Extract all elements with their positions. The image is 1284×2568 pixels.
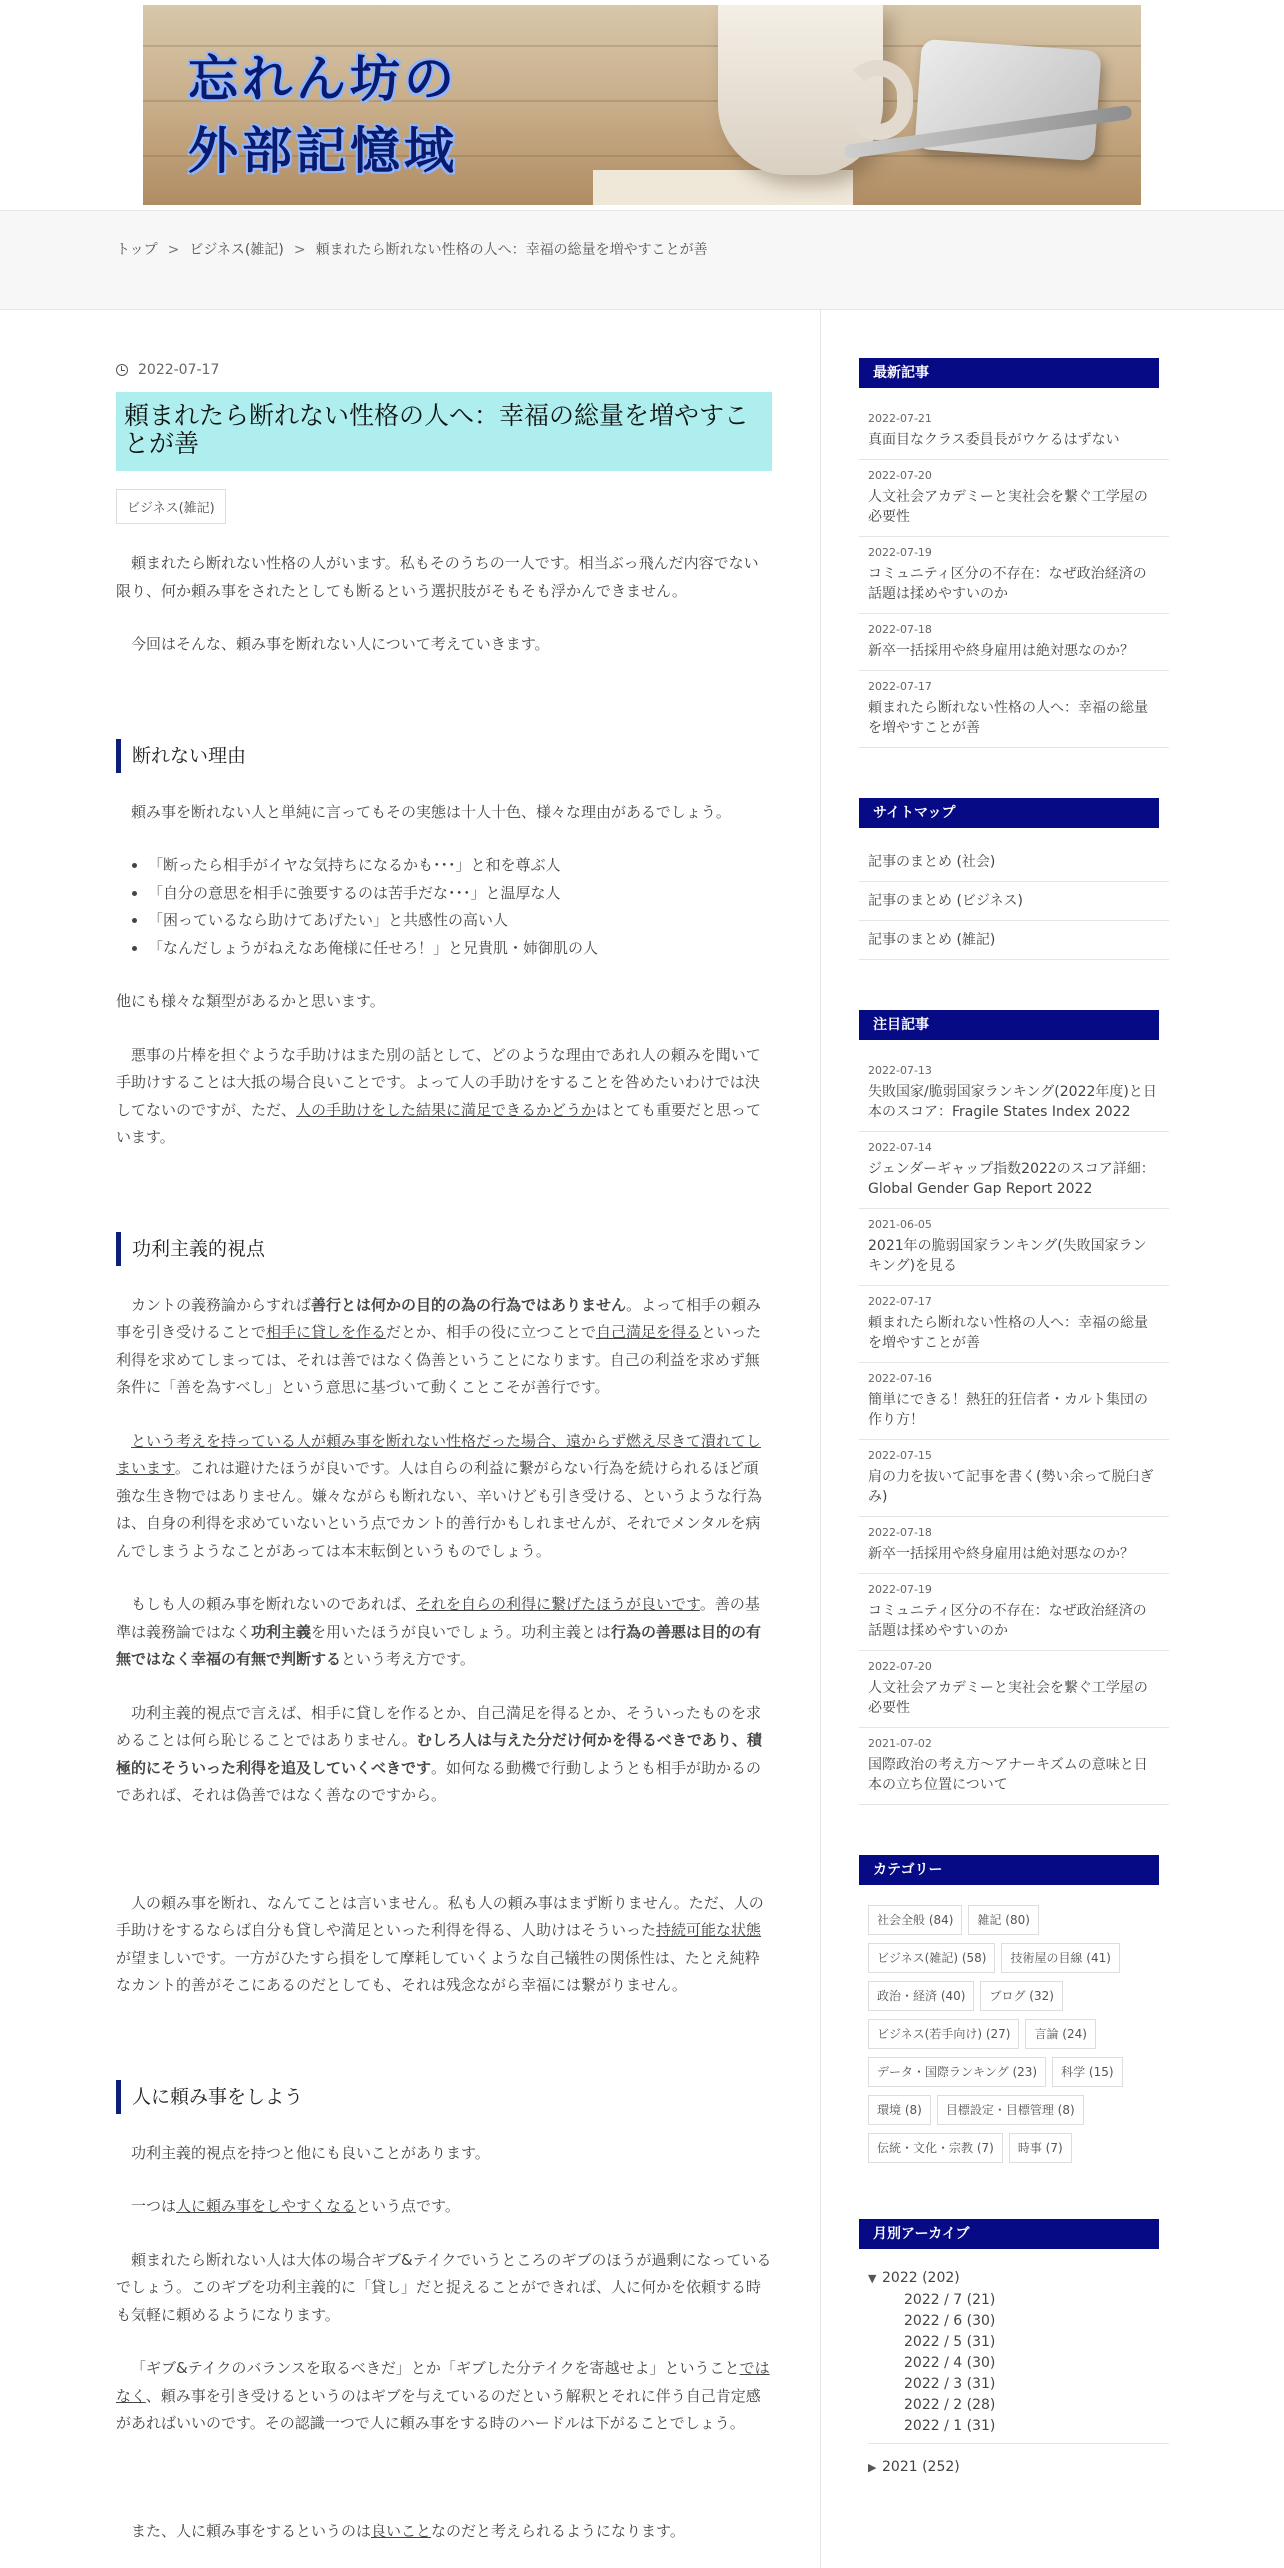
- text: 悪事の片棒を担ぐような手助けはまた別の話として、どのような理由であれ人の頼みを聞いて手助けすることは大抵の場合良いことです。よって人の手助けをすることを咎めたいわけでは決してないのですが、ただ、: [116, 1045, 761, 1119]
- reasons-list: [148, 852, 772, 962]
- featured-posts-list: [859, 1055, 1169, 1805]
- paragraph: 頼み事を断れない人と単純に言ってもその実態は十人十色、様々な理由があるでしょう。: [131, 802, 731, 821]
- text: 「ギブ&テイクのバランスを取るべきだ」とか「ギブした分テイクを寄越せよ」ということ: [131, 2359, 740, 2377]
- underlined-text: 相手に貸しを作る: [266, 1323, 387, 1341]
- featured-post-item[interactable]: [859, 1574, 1169, 1651]
- featured-post-item[interactable]: [859, 1651, 1169, 1728]
- recent-post-date: 2022-07-17: [868, 680, 932, 693]
- featured-post-date: 2022-07-13: [868, 1064, 932, 1077]
- featured-post-title[interactable]: ジェンダーギャップ指数2022のスコア詳細：Global Gender Gap Report 2022: [868, 1161, 1155, 1197]
- recent-post-title[interactable]: 真面目なクラス委員長がウケるはずない: [868, 432, 1120, 448]
- widget-title-sitemap: サイトマップ: [859, 798, 1159, 828]
- featured-post-title[interactable]: 失敗国家/脆弱国家ランキング(2022年度)と日本のスコア：Fragile States Index 2022: [868, 1084, 1157, 1120]
- breadcrumb-band: [0, 210, 1284, 310]
- text: 。如何なる動機で行動しようとも相手が助かるのであれば、それは偽善ではなく善なのですから。: [116, 1758, 762, 1804]
- text: といった利得を求めてしまっては、それは善ではなく偽善ということになります。自己の利益を求めず無条件に「善を為すべし」という意思に基づいて動くことこそが善行です。: [116, 1323, 762, 1396]
- featured-post-date: 2022-07-14: [868, 1141, 932, 1154]
- sitemap-link[interactable]: 記事のまとめ (ビジネス): [859, 882, 1169, 921]
- recent-post-date: 2022-07-19: [868, 546, 932, 559]
- featured-post-title[interactable]: 頼まれたら断れない性格の人へ：幸福の総量を増やすことが善: [868, 1315, 1148, 1351]
- paragraph: [116, 1591, 772, 1674]
- recent-post-date: 2022-07-18: [868, 623, 932, 636]
- breadcrumb-current: 頼まれたら断れない性格の人へ：幸福の総量を増やすことが善: [315, 242, 708, 258]
- section-heading-utilitarian: 功利主義的視点: [116, 1232, 772, 1266]
- category-chip[interactable]: ビジネス(若手向け) (27): [868, 2019, 1019, 2049]
- category-chip[interactable]: データ・国際ランキング (23): [868, 2057, 1046, 2087]
- bold-text: むしろ人は与えた分だけ何かを得るべきであり、積極的にそういった利得を追及していくべきです: [116, 1731, 762, 1777]
- sidebar: [859, 358, 1169, 2479]
- category-chip[interactable]: 科学 (15): [1052, 2057, 1122, 2087]
- text: が望ましいです。一方がひたすら損をして摩耗していくような自己犠牲の関係性は、たとえ純粋なカント的善がそこにあるのだとしても、それは残念ながら幸福には繋がりません。: [116, 1948, 760, 1994]
- featured-post-item[interactable]: [859, 1132, 1169, 1209]
- article-body: [116, 550, 772, 2545]
- site-title-line1: 忘れん坊の: [188, 49, 458, 108]
- site-header: [0, 0, 1284, 210]
- category-chip[interactable]: 言論 (24): [1025, 2019, 1095, 2049]
- paragraph: [116, 1292, 772, 1402]
- featured-post-title[interactable]: 簡単にできる！熱狂的狂信者・カルト集団の作り方！: [868, 1392, 1148, 1428]
- underlined-text: 持続可能な状態: [656, 1921, 762, 1939]
- paragraph: [116, 2193, 772, 2221]
- article: [116, 360, 772, 2568]
- recent-post-item[interactable]: [859, 614, 1169, 671]
- site-title-line2: 外部記憶域: [188, 121, 458, 180]
- text: 。これは避けたほうが良いです。人は自らの利益に繋がらない行為を続けられるほど頑強な生き物ではありません。嫌々ながらも断れない、辛いけども引き受ける、というような行為は、自身の利得を求めていないという点でカント的善行かもしれませんが、それでメンタルを病んでしまうようなことがあっては本末転倒というものでしょう。: [116, 1459, 762, 1560]
- section-heading-ask: 人に頼み事をしよう: [116, 2080, 772, 2114]
- archive-year-label[interactable]: 2022 (202): [882, 2270, 960, 2286]
- featured-post-date: 2022-07-15: [868, 1449, 932, 1462]
- post-date: [116, 360, 772, 380]
- category-chip[interactable]: ビジネス(雑記) (58): [868, 1943, 995, 1973]
- widget-title-archive: 月別アーカイブ: [859, 2219, 1159, 2249]
- text: 、頼み事を引き受けるというのはギブを与えているのだという解釈とそれに伴う自己肯定感があればいいのです。その認識一つで人に頼み事をする時のハードルは下がることでしょう。: [116, 2386, 761, 2432]
- category-chip[interactable]: 目標設定・目標管理 (8): [937, 2095, 1084, 2125]
- sitemap-list: [859, 843, 1169, 960]
- list-item: • 「自分の意思を相手に強要するのは苦手だな･･･」と温厚な人: [148, 880, 772, 908]
- breadcrumb-home[interactable]: トップ: [116, 242, 158, 258]
- paragraph: 頼まれたら断れない人は大体の場合ギブ&テイクでいうところのギブのほうが過剰になっているでしょう。このギブを功利主義的に「貸し」だと捉えることができれば、人に何かを依頼する時も気軽に頼めるようになります。: [116, 2250, 772, 2324]
- archive-year-2022[interactable]: [868, 2267, 1169, 2290]
- bold-text: 善行とは何かの目的の為の行為ではありません: [311, 1295, 627, 1314]
- triangle-right-icon[interactable]: ▶: [868, 2461, 877, 2474]
- paragraph: 頼まれたら断れない性格の人がいます。私もそのうちの一人です。相当ぶっ飛んだ内容でない限り、何か頼み事をされたとしても断るという選択肢がそもそも浮かんできません。: [116, 554, 759, 600]
- featured-post-title[interactable]: 2021年の脆弱国家ランキング(失敗国家ランキング)を見る: [868, 1238, 1147, 1274]
- featured-post-date: 2022-07-18: [868, 1526, 932, 1539]
- featured-post-date: 2021-06-05: [868, 1218, 932, 1231]
- sitemap-link[interactable]: 記事のまとめ (社会): [859, 843, 1169, 882]
- recent-posts-list: [859, 403, 1169, 748]
- header-banner[interactable]: [143, 5, 1141, 205]
- archive-month-link[interactable]: 2022 / 3 (31): [904, 2376, 996, 2392]
- category-list: [859, 1905, 1169, 2163]
- category-chip[interactable]: 政治・経済 (40): [868, 1981, 974, 2011]
- recent-post-title[interactable]: 新卒一括採用や終身雇用は絶対悪なのか？: [868, 643, 1134, 659]
- breadcrumb-separator: >: [167, 242, 180, 258]
- text: という点です。: [356, 2197, 460, 2215]
- text: もしも人の頼み事を断れないのであれば、: [131, 1595, 417, 1613]
- text: はとても重要だと思っています。: [116, 1100, 762, 1146]
- text: 人の頼み事を断れ、なんてことは言いません。私も人の頼み事はまず断りません。ただ、人の手助けをするならば自分も貸しや満足といった利得を得る、人助けはそういった: [116, 1893, 764, 1939]
- column-divider: [820, 310, 821, 2568]
- featured-post-date: 2022-07-17: [868, 1295, 932, 1308]
- archive-month-link[interactable]: 2022 / 4 (30): [904, 2355, 996, 2371]
- text: 。よって相手の頼み事を引き受けることで: [116, 1295, 762, 1341]
- paragraph: [116, 1428, 772, 1566]
- text: なのだと考えられるようになります。: [431, 2521, 685, 2540]
- recent-post-title[interactable]: 人文社会アカデミーと実社会を繋ぐ工学屋の必要性: [868, 489, 1148, 525]
- recent-post-item[interactable]: [859, 671, 1169, 748]
- featured-post-title[interactable]: 新卒一括採用や終身雇用は絶対悪なのか？: [868, 1546, 1134, 1562]
- featured-post-item[interactable]: [859, 1517, 1169, 1574]
- paragraph: [116, 1042, 772, 1152]
- widget-title-recent: 最新記事: [859, 358, 1159, 388]
- text: 一つは: [131, 2197, 177, 2215]
- widget-title-featured: 注目記事: [859, 1010, 1159, 1040]
- archive-month-link[interactable]: 2022 / 5 (31): [904, 2334, 996, 2350]
- post-title: 頼まれたら断れない性格の人へ：幸福の総量を増やすことが善: [116, 392, 772, 471]
- archive-month-link[interactable]: 2022 / 6 (30): [904, 2313, 996, 2329]
- text: カントの義務論からすれば: [131, 1295, 312, 1314]
- recent-post-item[interactable]: [859, 537, 1169, 614]
- paragraph: [116, 1700, 772, 1810]
- paragraph: 他にも様々な類型があるかと思います。: [116, 992, 385, 1010]
- archive-month-list: [868, 2290, 1169, 2444]
- featured-post-item[interactable]: [859, 1286, 1169, 1363]
- category-chip[interactable]: 環境 (8): [868, 2095, 931, 2125]
- paragraph: 今回はそんな、頼み事を断れない人について考えていきます。: [131, 635, 550, 653]
- breadcrumb: [116, 239, 708, 259]
- recent-post-date: 2022-07-20: [868, 469, 932, 482]
- underlined-text: という考えを持っている人が頼み事を断れない性格だった場合、遠からず燃え尽きて潰れてしまいます: [116, 1431, 762, 1477]
- featured-post-title[interactable]: コミュニティ区分の不存在：なぜ政治経済の話題は揉めやすいのか: [868, 1603, 1147, 1639]
- featured-post-title[interactable]: 国際政治の考え方～アナーキズムの意味と日本の立ち位置について: [868, 1757, 1148, 1793]
- triangle-down-icon[interactable]: ▼: [868, 2272, 877, 2285]
- featured-post-item[interactable]: [859, 1055, 1169, 1132]
- featured-post-item[interactable]: [859, 1363, 1169, 1440]
- paragraph: [116, 1890, 772, 2000]
- widget-title-category: カテゴリー: [859, 1855, 1159, 1885]
- underlined-text: 自己満足を得る: [596, 1323, 702, 1341]
- archive-month-link[interactable]: 2022 / 7 (21): [904, 2292, 996, 2308]
- archive-year-label[interactable]: 2021 (252): [882, 2459, 960, 2475]
- category-chip[interactable]: 社会全般 (84): [868, 1905, 962, 1935]
- list-item: • 「困っているなら助けてあげたい」と共感性の高い人: [148, 907, 772, 935]
- featured-post-date: 2022-07-19: [868, 1583, 932, 1596]
- featured-post-date: 2021-07-02: [868, 1737, 932, 1750]
- post-date-text: 2022-07-17: [138, 362, 220, 378]
- paragraph: [116, 2518, 772, 2546]
- archive-year-2021[interactable]: [868, 2456, 1169, 2479]
- site-title[interactable]: [188, 43, 488, 187]
- featured-post-title[interactable]: 肩の力を抜いて記事を書く(勢い余って脱臼ぎみ): [868, 1469, 1154, 1505]
- breadcrumb-separator: >: [293, 242, 306, 258]
- recent-post-item[interactable]: [859, 403, 1169, 460]
- featured-post-date: 2022-07-16: [868, 1372, 932, 1385]
- text: 。善の基準は義務論ではなく: [116, 1595, 760, 1641]
- banner-cup-handle-image: [843, 60, 913, 140]
- featured-post-item[interactable]: [859, 1209, 1169, 1286]
- underlined-text: それを自らの利得に繋げたほうが良いです: [416, 1595, 700, 1613]
- monthly-archive: [859, 2267, 1169, 2479]
- archive-month-link[interactable]: 2022 / 1 (31): [904, 2418, 996, 2434]
- category-chip[interactable]: 技術屋の目線 (41): [1001, 1943, 1119, 1973]
- text: だとか、相手の役に立つことで: [386, 1323, 597, 1341]
- section-heading-reasons: 断れない理由: [116, 739, 772, 773]
- archive-month-link[interactable]: 2022 / 2 (28): [904, 2397, 996, 2413]
- paragraph: [116, 2355, 772, 2438]
- category-chip[interactable]: 伝統・文化・宗教 (7): [868, 2133, 1003, 2163]
- underlined-text: ではなく: [116, 2359, 770, 2405]
- underlined-text: 人の手助けをした結果に満足できるかどうか: [296, 1100, 597, 1119]
- text: 功利主義的視点で言えば、相手に貸しを作るとか、自己満足を得るとか、そういったものを求めることは何ら恥じることではありません。: [116, 1703, 762, 1749]
- category-chip[interactable]: 時事 (7): [1009, 2133, 1072, 2163]
- featured-post-item[interactable]: [859, 1728, 1169, 1805]
- clock-icon: [116, 364, 128, 376]
- text: を用いたほうが良いでしょう。功利主義とは: [311, 1622, 612, 1641]
- list-item: • 「断ったら相手がイヤな気持ちになるかも･･･」と和を尊ぶ人: [148, 852, 772, 880]
- recent-post-date: 2022-07-21: [868, 412, 932, 425]
- underlined-text: 良いこと: [371, 2521, 432, 2540]
- recent-post-title[interactable]: コミュニティ区分の不存在：なぜ政治経済の話題は揉めやすいのか: [868, 566, 1147, 602]
- text: また、人に頼み事をするというのは: [131, 2521, 372, 2540]
- bold-text: 功利主義: [251, 1622, 312, 1641]
- paragraph: 功利主義的視点を持つと他にも良いことがあります。: [131, 2143, 490, 2162]
- featured-post-title[interactable]: 人文社会アカデミーと実社会を繋ぐ工学屋の必要性: [868, 1680, 1148, 1716]
- text: という考え方です。: [341, 1650, 475, 1668]
- featured-post-item[interactable]: [859, 1440, 1169, 1517]
- category-chip[interactable]: 雑記 (80): [968, 1905, 1038, 1935]
- bold-text: 行為の善悪は目的の有無ではなく幸福の有無で判断する: [116, 1622, 762, 1668]
- post-category-tag[interactable]: ビジネス(雑記): [116, 489, 226, 524]
- sitemap-link[interactable]: 記事のまとめ (雑記): [859, 921, 1169, 960]
- underlined-text: 人に頼み事をしやすくなる: [176, 2197, 357, 2215]
- featured-post-date: 2022-07-20: [868, 1660, 932, 1673]
- recent-post-title[interactable]: 頼まれたら断れない性格の人へ：幸福の総量を増やすことが善: [868, 700, 1148, 736]
- category-chip[interactable]: ブログ (32): [980, 1981, 1062, 2011]
- list-item: • 「なんだしょうがねえなあ俺様に任せろ！」と兄貴肌・姉御肌の人: [148, 935, 772, 963]
- recent-post-item[interactable]: [859, 460, 1169, 537]
- breadcrumb-category[interactable]: ビジネス(雑記): [189, 242, 284, 258]
- banner-newspaper-image: [593, 170, 853, 205]
